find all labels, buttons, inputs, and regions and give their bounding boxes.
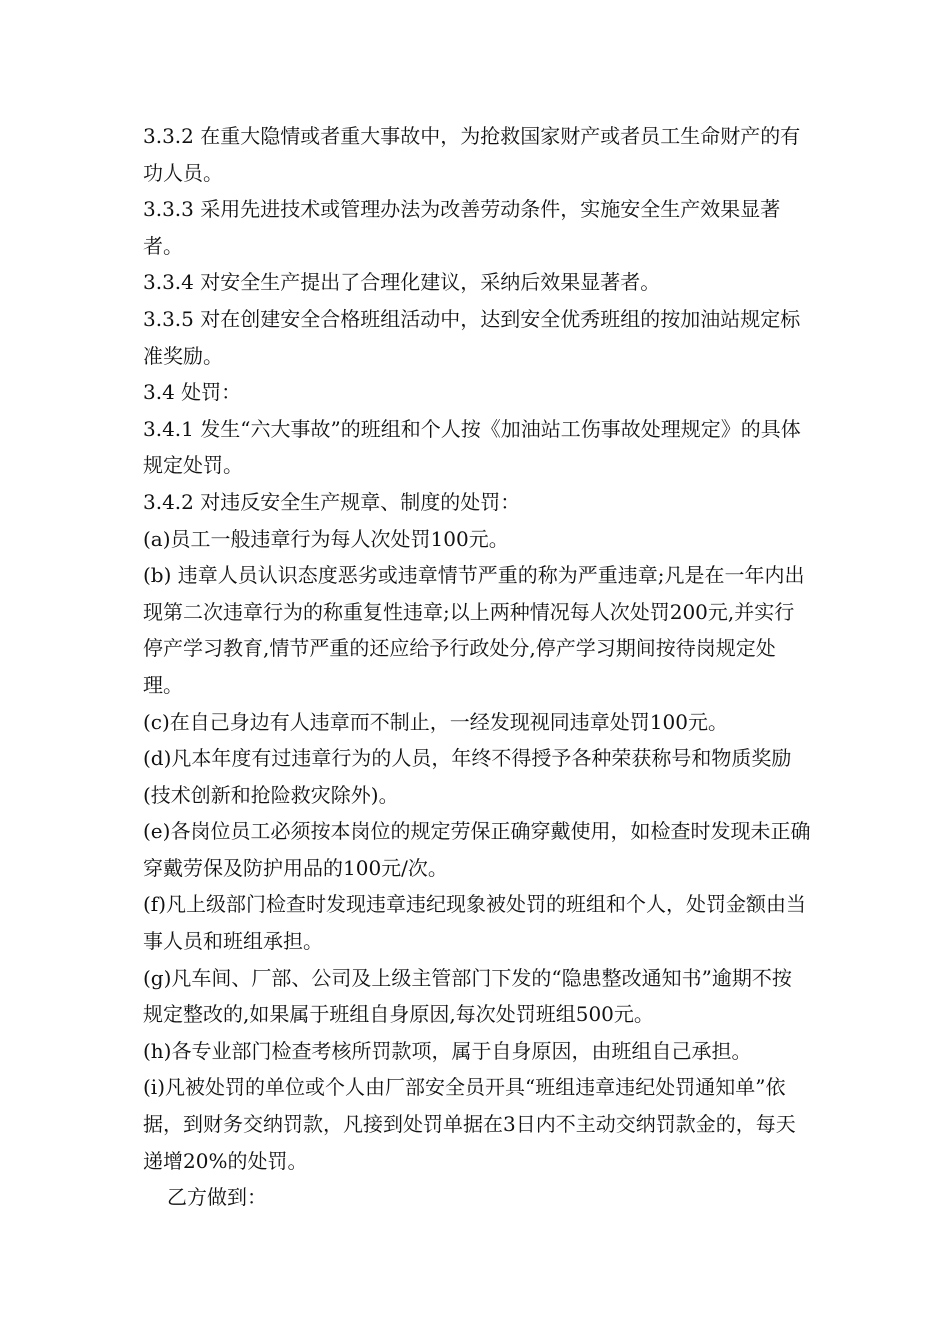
list-item-g: (g)凡车间、厂部、公司及上级主管部门下发的“隐患整改通知书”逾期不按规定整改的,如果属于班组自身原因,每次处罚班组500元。 bbox=[143, 965, 792, 1027]
paragraph-3-3-4: 3.3.4 对安全生产提出了合理化建议，采纳后效果显著者。 bbox=[143, 270, 661, 295]
paragraph-3-3-3: 3.3.3 采用先进技术或管理办法为改善劳动条件，实施安全生产效果显著者。 bbox=[143, 197, 781, 258]
list-item-i: (i)凡被处罚的单位或个人由厂部安全员开具“班组违章违纪处罚通知单”依据，到财务交纳罚款，凡接到处罚单据在3日内不主动交纳罚款金的，每天递增20%的处罚。 bbox=[143, 1075, 796, 1173]
paragraph-3-4-1: 3.4.1 发生“六大事故”的班组和个人按《加油站工伤事故处理规定》的具体规定处罚。 bbox=[143, 416, 801, 478]
party-b-heading: 乙方做到： bbox=[167, 1185, 267, 1210]
paragraph-3-3-5: 3.3.5 对在创建安全合格班组活动中，达到安全优秀班组的按加油站规定标准奖励。 bbox=[143, 306, 801, 368]
list-item-b: (b) 违章人员认识态度恶劣或违章情节严重的称为严重违章;凡是在一年内出现第二次违章行为的称重复性违章;以上两种情况每人次处罚200元,并实行停产学习教育,情节严重的还应给予行政处分,停产学习期间按待岗规定处理。 bbox=[143, 563, 805, 697]
list-item-e: (e)各岗位员工必须按本岗位的规定劳保正确穿戴使用，如检查时发现未正确穿戴劳保及防护用品的100元/次。 bbox=[143, 819, 811, 880]
section-heading-3-4: 3.4 处罚： bbox=[143, 380, 242, 405]
list-item-c: (c)在自己身边有人违章而不制止，一经发现视同违章处罚100元。 bbox=[143, 709, 728, 734]
list-item-d: (d)凡本年度有过违章行为的人员，年终不得授予各种荣获称号和物质奖励(技术创新和抢险救灾除外)。 bbox=[143, 746, 792, 807]
paragraph-3-4-2: 3.4.2 对违反安全生产规章、制度的处罚： bbox=[143, 489, 521, 514]
list-item-f: (f)凡上级部门检查时发现违章违纪现象被处罚的班组和个人，处罚金额由当事人员和班组承担。 bbox=[143, 892, 807, 954]
document-body bbox=[143, 118, 811, 1216]
list-item-a: (a)员工一般违章行为每人次处罚100元。 bbox=[143, 526, 509, 551]
list-item-h: (h)各专业部门检查考核所罚款项，属于自身原因，由班组自己承担。 bbox=[143, 1038, 752, 1063]
paragraph-3-3-2: 3.3.2 在重大隐情或者重大事故中，为抢救国家财产或者员工生命财产的有功人员。 bbox=[143, 124, 801, 185]
